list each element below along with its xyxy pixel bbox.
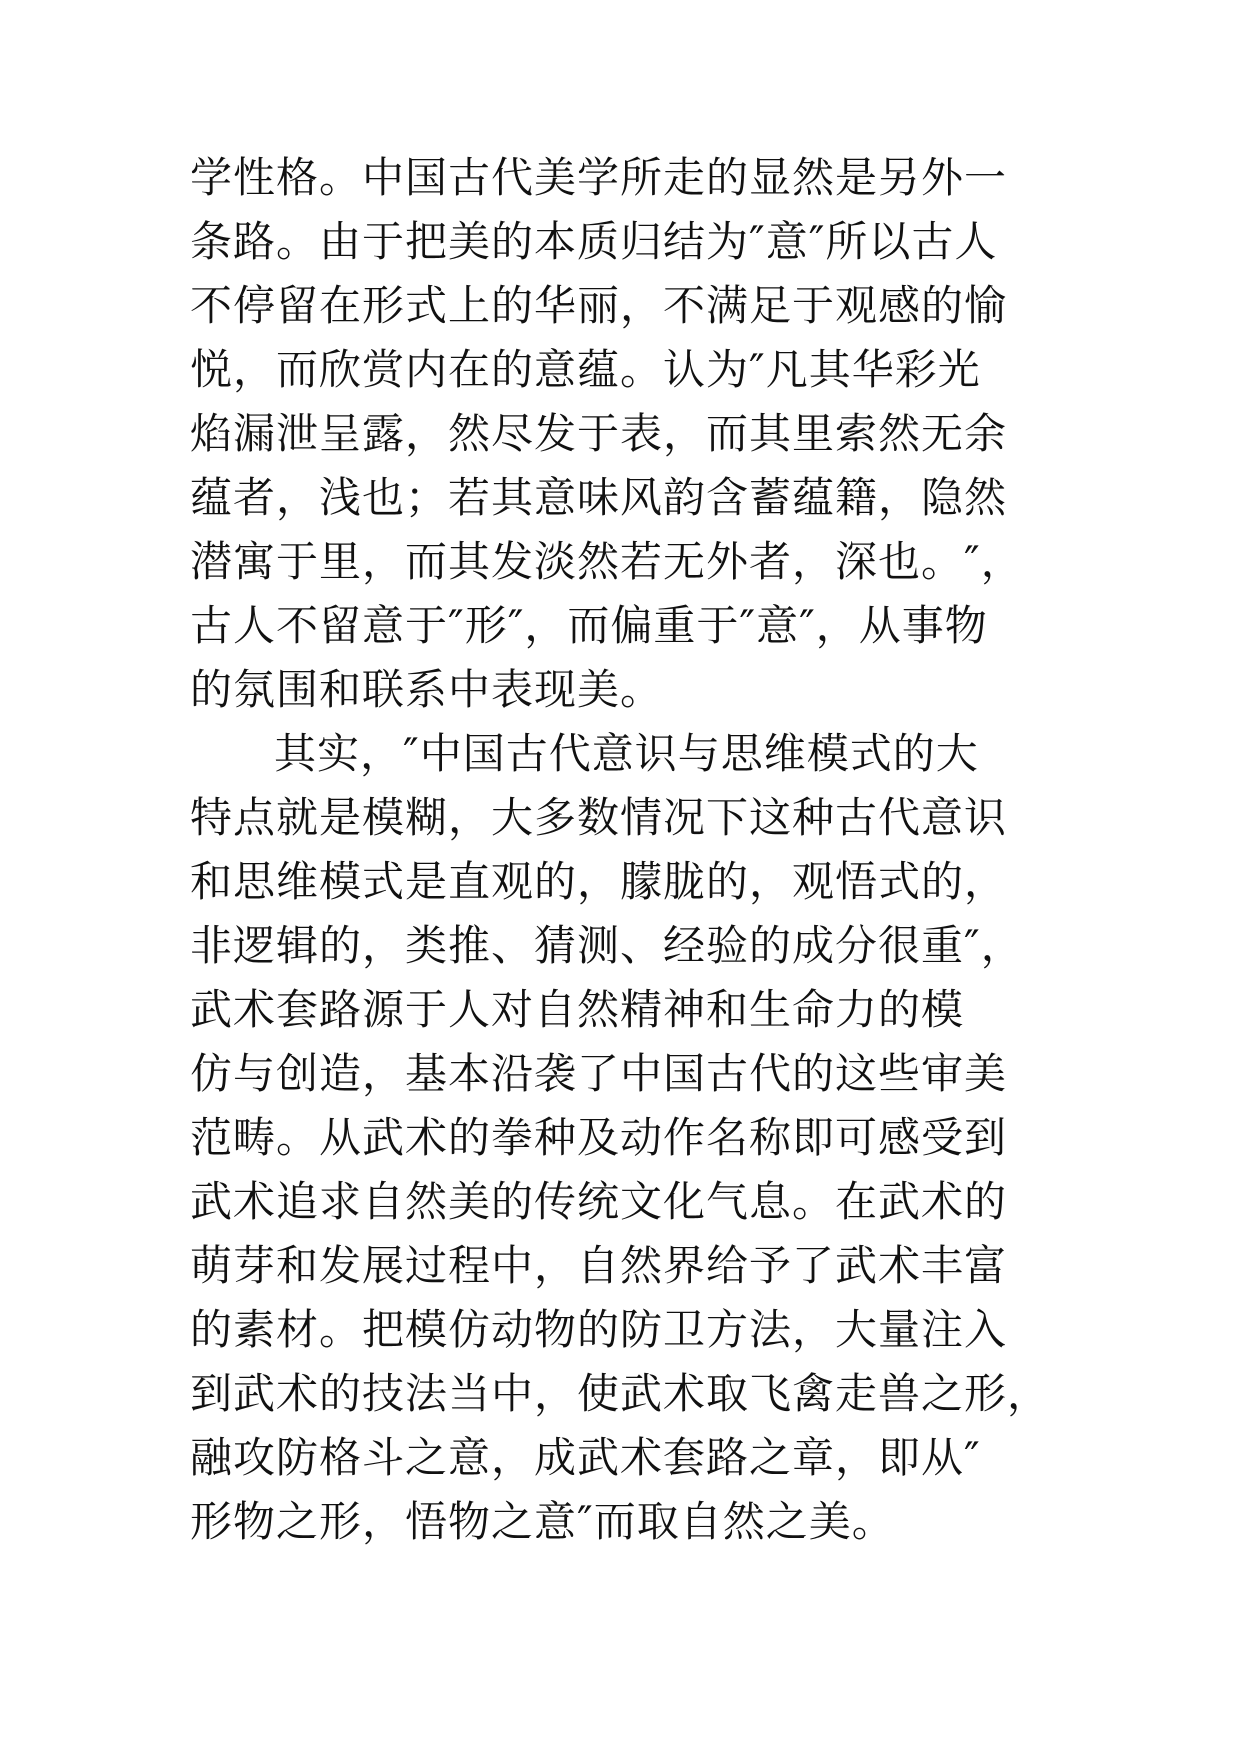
text-line: 范畴。从武术的拳种及动作名称即可感受到 bbox=[190, 1113, 1008, 1162]
text-line: 条路。由于把美的本质归结为″意″所以古人 bbox=[190, 217, 998, 266]
text-line: 蕴者，浅也；若其意味风韵含蓄蕴籍，隐然 bbox=[190, 473, 1008, 522]
paragraph-first-line: 其实，″中国古代意识与思维模式的大 bbox=[274, 729, 979, 778]
text-line: 潜寓于里，而其发淡然若无外者，深也。″， bbox=[190, 537, 1024, 586]
text-line: 焰漏泄呈露，然尽发于表，而其里索然无余 bbox=[190, 409, 1008, 458]
text-line: 形物之形，悟物之意″而取自然之美。 bbox=[190, 1497, 895, 1546]
text-line: 仿与创造，基本沿袭了中国古代的这些审美 bbox=[190, 1049, 1008, 1098]
text-line: 不停留在形式上的华丽，不满足于观感的愉 bbox=[190, 281, 1008, 330]
text-line: 到武术的技法当中，使武术取飞禽走兽之形， bbox=[190, 1369, 1051, 1418]
text-line: 非逻辑的，类推、猜测、经验的成分很重″， bbox=[190, 921, 1024, 970]
text-line: 古人不留意于″形″，而偏重于″意″，从事物 bbox=[190, 601, 988, 650]
text-line: 的氛围和联系中表现美。 bbox=[190, 665, 664, 714]
text-line: 特点就是模糊，大多数情况下这种古代意识 bbox=[190, 793, 1008, 842]
text-line: 武术套路源于人对自然精神和生命力的模 bbox=[190, 985, 965, 1034]
text-line: 融攻防格斗之意，成武术套路之章，即从″ bbox=[190, 1433, 981, 1482]
text-line: 的素材。把模仿动物的防卫方法，大量注入 bbox=[190, 1305, 1008, 1354]
text-line: 学性格。中国古代美学所走的显然是另外一 bbox=[190, 153, 1008, 202]
text-line: 武术追求自然美的传统文化气息。在武术的 bbox=[190, 1177, 1008, 1226]
text-line: 悦，而欣赏内在的意蕴。认为″凡其华彩光 bbox=[190, 345, 981, 394]
text-line: 和思维模式是直观的，朦胧的，观悟式的， bbox=[190, 857, 1008, 906]
text-line: 萌芽和发展过程中，自然界给予了武术丰富 bbox=[190, 1241, 1008, 1290]
